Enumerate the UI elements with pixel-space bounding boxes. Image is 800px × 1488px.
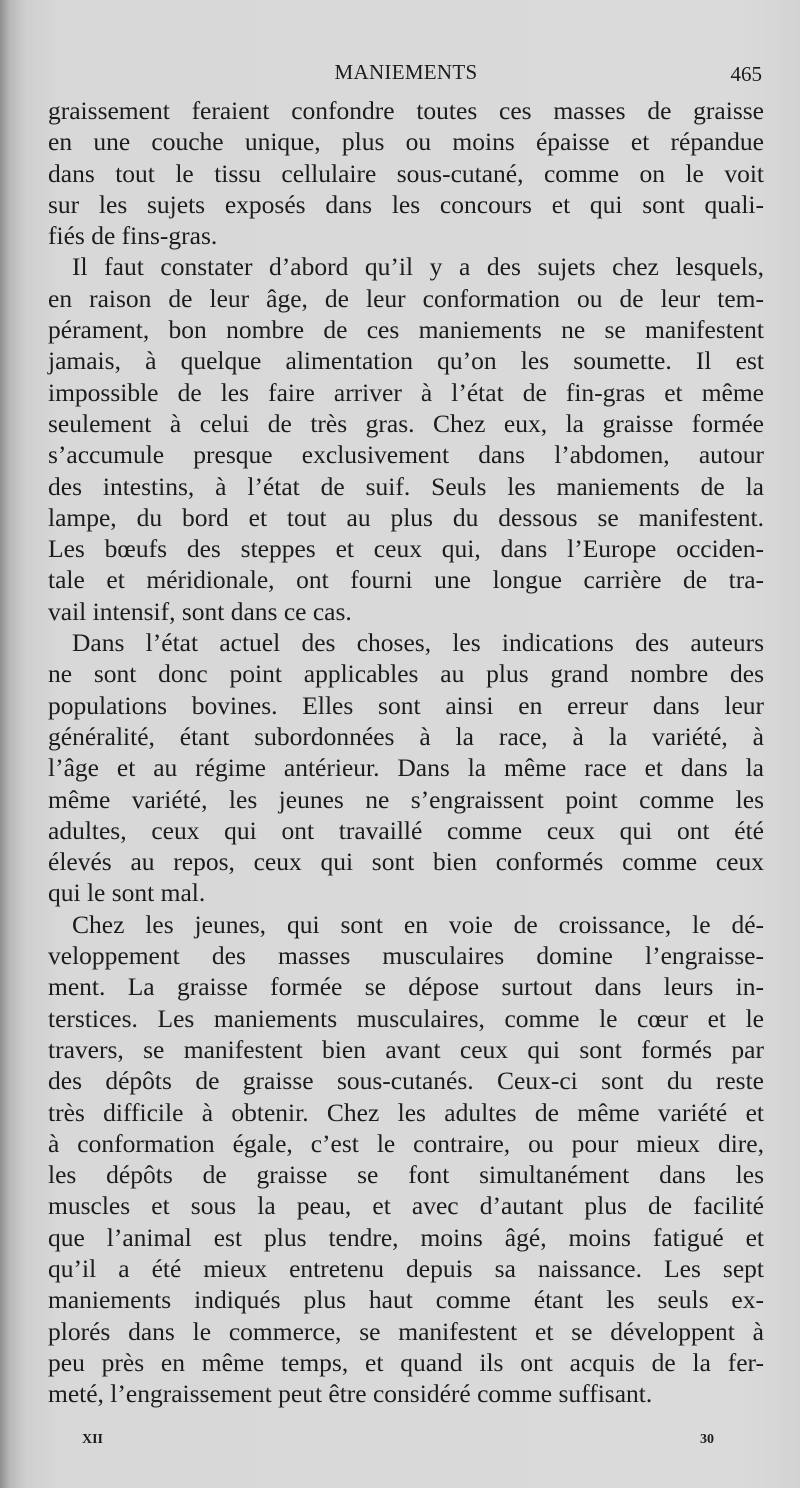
text-line: adultes, ceux qui ont travaillé comme ceux qui ont été — [48, 815, 764, 845]
text-line: en une couche unique, plus ou moins épaisse et répandue — [48, 127, 764, 157]
text-line: Chez les jeunes, qui sont en voie de croissance, le dé- — [72, 909, 764, 939]
text-line: tale et méridionale, ont fourni une longue carrière de tra- — [48, 565, 764, 595]
text-line: peu près en même temps, et quand ils ont acquis de la fer- — [48, 1347, 764, 1377]
text-line: ment. La graisse formée se dépose surtout dans leurs in- — [48, 972, 764, 1002]
text-line: qu’il a été mieux entretenu depuis sa naissance. Les sept — [48, 1253, 764, 1283]
text-line: des dépôts de graisse sous-cutanés. Ceux-ci sont du reste — [48, 1066, 764, 1096]
text-line: vail intensif, sont dans ce cas. — [48, 596, 352, 626]
text-line: qui le sont mal. — [48, 878, 206, 908]
text-line: Il faut constater d’abord qu’il y a des sujets chez lesquels, — [72, 252, 764, 282]
text-line: veloppement des masses musculaires domine l’engraisse- — [48, 941, 764, 971]
text-line: Les bœufs des steppes et ceux qui, dans l’Europe occiden- — [48, 534, 764, 564]
text-line: à conformation égale, c’est le contraire, ou pour mieux dire, — [48, 1128, 764, 1158]
text-line: lampe, du bord et tout au plus du dessous se manifestent. — [48, 502, 764, 532]
text-line: jamais, à quelque alimentation qu’on les soumette. Il est — [48, 346, 764, 376]
body-text — [48, 95, 764, 1409]
page-footer — [82, 1432, 714, 1456]
text-line: dans tout le tissu cellulaire sous-cutané, comme on le voit — [48, 158, 764, 188]
page-number: 465 — [730, 62, 762, 86]
text-line: populations bovines. Elles sont ainsi en erreur dans leur — [48, 690, 764, 720]
text-line: meté, l’engraissement peut être considéré comme suffisant. — [48, 1379, 653, 1409]
text-line: sur les sujets exposés dans les concours et qui sont quali- — [48, 189, 764, 219]
text-line: graissement feraient confondre toutes ces masses de graisse — [48, 96, 764, 125]
text-line: seulement à celui de très gras. Chez eux, la graisse formée — [48, 408, 764, 438]
text-line: élevés au repos, ceux qui sont bien conformés comme ceux — [48, 847, 764, 877]
text-line: muscles et sous la peau, et avec d’autant plus de facilité — [48, 1191, 764, 1221]
text-line: fiés de fins-gras. — [48, 221, 218, 251]
text-line: l’âge et au régime antérieur. Dans la même race et dans la — [48, 753, 764, 783]
page-header — [50, 58, 762, 92]
text-line: ne sont donc point applicables au plus grand nombre des — [48, 659, 764, 689]
signature-mark: XII — [82, 1432, 104, 1447]
text-line: les dépôts de graisse se font simultanément dans les — [48, 1160, 764, 1190]
text-line: en raison de leur âge, de leur conformation ou de leur tem- — [48, 283, 764, 313]
text-line: plorés dans le commerce, se manifestent et se développent à — [48, 1316, 764, 1346]
text-line: s’accumule presque exclusivement dans l’abdomen, autour — [48, 440, 764, 470]
text-line: Dans l’état actuel des choses, les indications des auteurs — [72, 628, 764, 658]
text-line: terstices. Les maniements musculaires, comme le cœur et le — [48, 1003, 764, 1033]
text-line: très difficile à obtenir. Chez les adultes de même variété et — [48, 1097, 764, 1127]
text-line: généralité, étant subordonnées à la race, à la variété, à — [48, 721, 764, 751]
text-line: que l’animal est plus tendre, moins âgé, moins fatigué et — [48, 1222, 764, 1252]
text-line: maniements indiqués plus haut comme étant les seuls ex- — [48, 1285, 764, 1315]
text-line: des intestins, à l’état de suif. Seuls les maniements de la — [48, 471, 764, 501]
text-line: impossible de les faire arriver à l’état de fin-gras et même — [48, 377, 764, 407]
text-line: même variété, les jeunes ne s’engraissent point comme les — [48, 784, 764, 814]
sheet-number: 30 — [700, 1432, 714, 1447]
running-title: MANIEMENTS — [334, 60, 478, 84]
text-line: travers, se manifestent bien avant ceux qui sont formés par — [48, 1034, 764, 1064]
text-line: pérament, bon nombre de ces maniements ne se manifestent — [48, 315, 764, 345]
